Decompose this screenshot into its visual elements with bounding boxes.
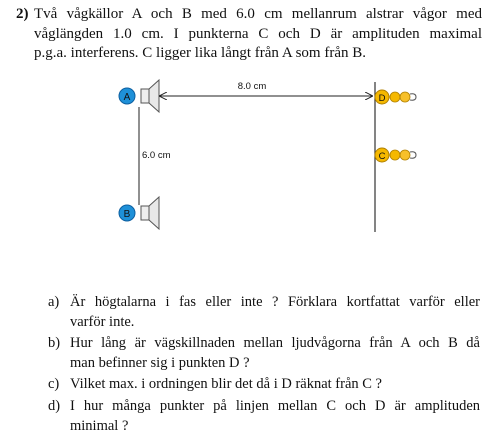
speaker-b-icon — [141, 197, 159, 229]
problem-line: p.g.a. interferens. C ligger lika långt från A som från B. — [34, 45, 366, 61]
ear-icon — [390, 150, 416, 160]
question-line: minimal ? — [70, 417, 129, 434]
problem-line: våglängden 1.0 cm. I punkterna C och D är amplituden maximal — [34, 25, 482, 42]
source-a-label: A — [123, 92, 131, 103]
problem-number: 2) — [16, 6, 29, 22]
distance-ad-label: 8.0 cm — [237, 81, 267, 92]
question-letter: a) — [48, 294, 60, 310]
question-line: Hur lång är vägskillnaden mellan ljudvågorna från A och B då — [70, 335, 480, 352]
question-list — [48, 293, 480, 438]
point-d-label: D — [378, 93, 386, 104]
point-c-label: C — [378, 151, 386, 162]
question-b — [48, 334, 480, 373]
question-d — [48, 397, 480, 436]
question-line: I hur många punkter på linjen mellan C och D är amplituden — [70, 397, 480, 414]
question-line: varför inte. — [70, 313, 135, 330]
question-a — [48, 293, 480, 332]
source-b-label: B — [123, 209, 131, 220]
question-letter: b) — [48, 335, 61, 352]
ear-icon — [390, 92, 416, 102]
question-letter: d) — [48, 397, 61, 414]
question-line: Är högtalarna i fas eller inte ? Förklara kortfattat varför eller — [70, 294, 480, 310]
question-c — [48, 375, 480, 395]
question-line: Vilket max. i ordningen blir det då i D räknat från C ? — [70, 376, 382, 393]
question-letter: c) — [48, 376, 60, 393]
distance-ab-label: 6.0 cm — [142, 150, 171, 161]
question-line: man befinner sig i punkten D ? — [70, 354, 250, 371]
problem-line: Två vågkällor A och B med 6.0 cm mellanrum alstrar vågor med — [34, 6, 482, 22]
speaker-a-icon — [141, 80, 159, 112]
